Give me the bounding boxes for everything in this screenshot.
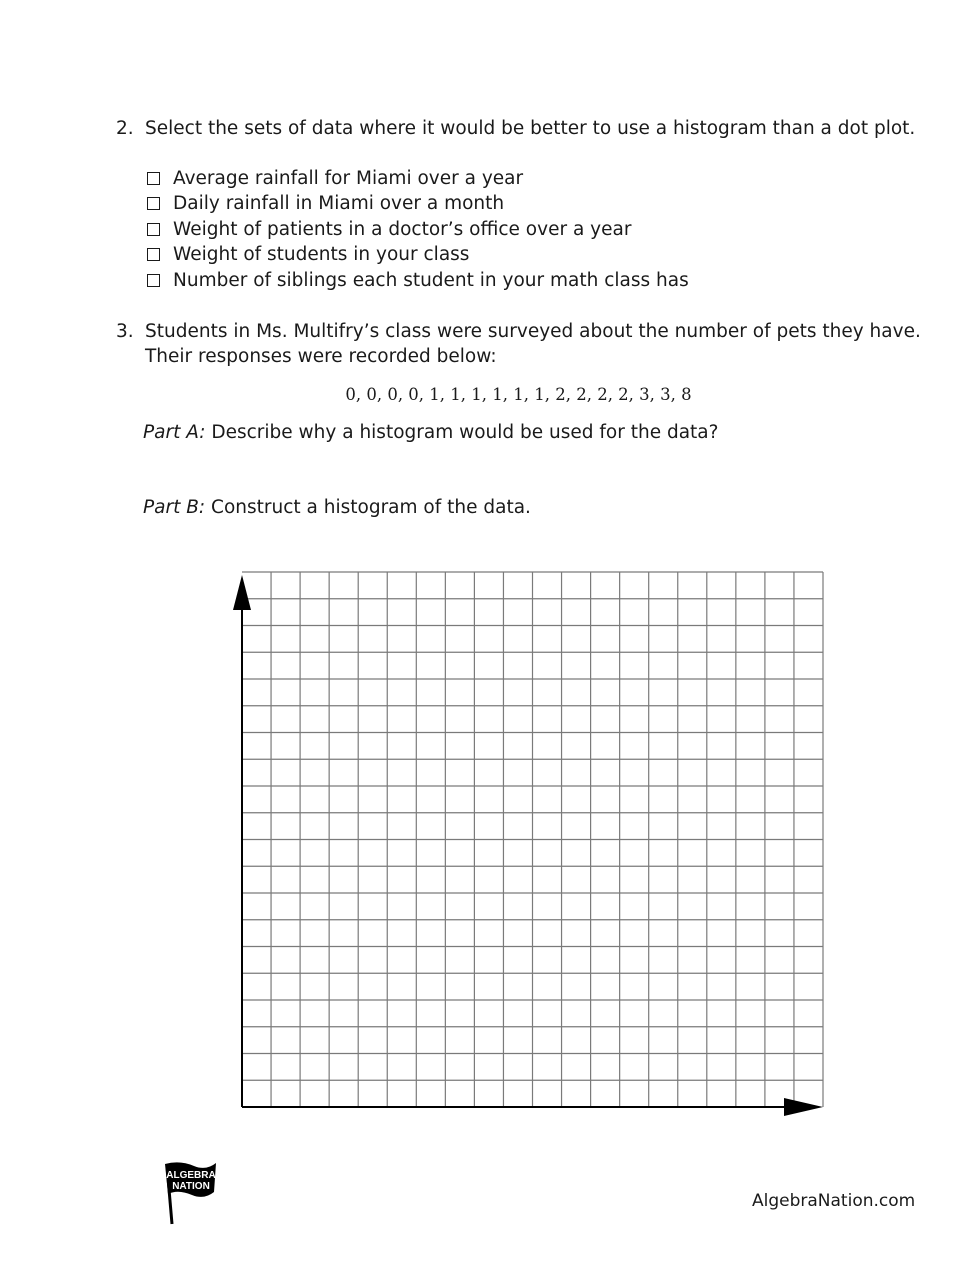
question-2-prompt: Select the sets of data where it would be better to use a histogram than a dot plot. [145,118,916,139]
question-2-number: 2. [116,118,134,139]
grid-lines [242,572,823,1107]
option-label: Daily rainfall in Miami over a month [173,193,505,214]
logo-line2: NATION [172,1181,210,1192]
x-axis-arrow-icon [784,1098,823,1116]
part-b-text: Construct a histogram of the data. [205,497,531,518]
option-label: Number of siblings each student in your math class has [173,270,689,291]
option-label: Average rainfall for Miami over a year [173,168,524,189]
algebra-nation-logo [158,1160,220,1226]
option-label: Weight of patients in a doctor’s office over a year [173,219,632,240]
logo-line1: ALGEBRA [166,1170,216,1181]
data-values: 0, 0, 0, 0, 1, 1, 1, 1, 1, 1, 2, 2, 2, 2, 3, 3, 8 [345,385,692,404]
footer-site: AlgebraNation.com [752,1191,916,1211]
part-a-text: Describe why a histogram would be used for the data? [205,422,719,443]
question-3-number: 3. [116,321,134,342]
part-b-label: Part B: [143,497,206,518]
y-axis-arrow-icon [233,575,251,610]
question-3-prompt-line2: Their responses were recorded below: [145,346,497,367]
question-3-prompt-line1: Students in Ms. Multifry’s class were surveyed about the number of pets they have. [145,321,921,342]
option-label: Weight of students in your class [173,244,470,265]
part-a-label: Part A: [143,422,206,443]
